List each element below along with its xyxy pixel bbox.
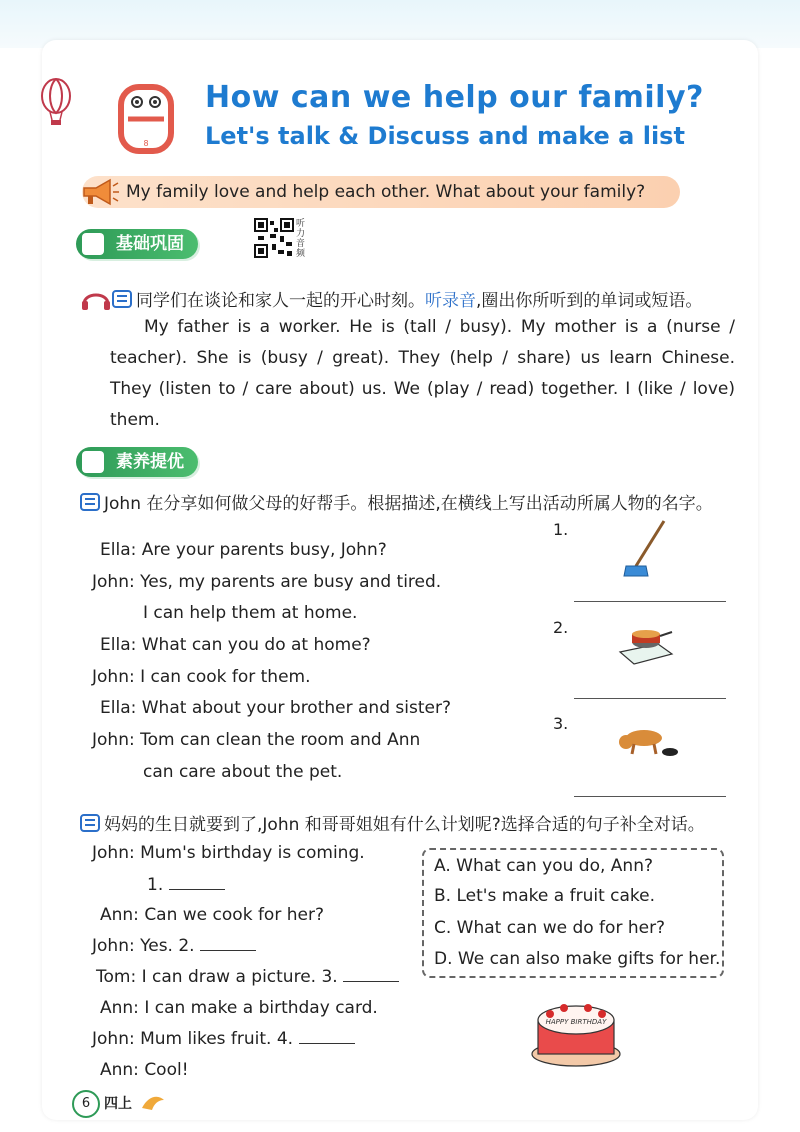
bird-icon xyxy=(140,1090,166,1112)
blank-4[interactable] xyxy=(299,1029,355,1044)
picture-number: 2. xyxy=(553,618,569,637)
cake-text: HAPPY BIRTHDAY xyxy=(545,1018,607,1026)
answer-line[interactable] xyxy=(574,698,726,699)
q2-dialogue-line: Ann: Can we cook for her? xyxy=(100,905,324,925)
q1-instruction xyxy=(80,489,713,514)
blank-3[interactable] xyxy=(343,967,399,982)
instruction-highlight: 听录音 xyxy=(425,291,476,311)
picture-number: 3. xyxy=(553,714,569,733)
q1-dialogue-line: can care about the pet. xyxy=(143,762,343,782)
option-d: D. We can also make gifts for her. xyxy=(434,949,721,969)
q2-dialogue-line: Ann: I can make a birthday card. xyxy=(100,998,378,1018)
section-badge-basic-label: 基础巩固 xyxy=(116,234,184,254)
q2-dialogue-line: John: Mum's birthday is coming. xyxy=(92,843,365,863)
unit-number-graphic xyxy=(118,84,174,154)
question-icon xyxy=(80,493,100,511)
instruction-text: 同学们在谈论和家人一起的开心时刻。 xyxy=(136,291,425,311)
question-icon xyxy=(112,290,132,308)
trophy-icon xyxy=(82,451,104,473)
section-badge-basic xyxy=(76,229,198,259)
grade-label: 四上 xyxy=(104,1096,132,1112)
instruction-text-end: ,圈出你所听到的单词或短语。 xyxy=(476,291,703,311)
cooking-pot-icon xyxy=(614,622,676,668)
birthday-cake-icon xyxy=(528,990,624,1068)
answer-line[interactable] xyxy=(574,601,726,602)
headphones-icon xyxy=(80,288,112,312)
qr-label: 听力音频 xyxy=(296,219,306,259)
section-badge-advanced xyxy=(76,447,198,477)
q1-dialogue-line: I can help them at home. xyxy=(143,603,358,623)
option-b: B. Let's make a fruit cake. xyxy=(434,886,656,906)
q2-dialogue-line: 1. xyxy=(147,875,225,895)
dog-icon xyxy=(614,720,680,760)
notebook-icon xyxy=(82,233,104,255)
q2-dialogue-line: John: Mum likes fruit. 4. xyxy=(92,1029,355,1049)
question-icon xyxy=(80,814,100,832)
unit-number: 8 xyxy=(143,139,149,148)
broom-icon xyxy=(620,518,670,582)
qr-code-icon[interactable] xyxy=(254,218,294,258)
option-c: C. What can we do for her? xyxy=(434,918,666,938)
q1-dialogue-line: John: I can cook for them. xyxy=(92,667,311,687)
answer-line[interactable] xyxy=(574,796,726,797)
unit-subtitle: Let's talk & Discuss and make a list xyxy=(205,122,685,150)
listening-passage xyxy=(110,312,735,436)
topic-text: My family love and help each other. What about your family? xyxy=(126,182,646,202)
q2-instruction xyxy=(80,810,705,835)
q1-dialogue-line: Ella: What about your brother and sister? xyxy=(100,698,451,718)
q1-dialogue-line: John: Yes, my parents are busy and tired. xyxy=(92,572,442,592)
q2-dialogue-line: John: Yes. 2. xyxy=(92,936,256,956)
megaphone-icon xyxy=(80,178,120,206)
unit-title: How can we help our family? xyxy=(205,80,704,115)
hot-air-balloon-icon xyxy=(38,78,74,126)
picture-number: 1. xyxy=(553,520,569,539)
q2-instruction-text: 妈妈的生日就要到了,John 和哥哥姐姐有什么计划呢?选择合适的句子补全对话。 xyxy=(104,815,705,835)
q2-dialogue-line: Ann: Cool! xyxy=(100,1060,189,1080)
q1-dialogue-line: Ella: What can you do at home? xyxy=(100,635,371,655)
q1-dialogue-line: Ella: Are your parents busy, John? xyxy=(100,540,387,560)
section-badge-advanced-label: 素养提优 xyxy=(116,452,184,472)
section1-instruction xyxy=(80,286,702,312)
q1-dialogue-line: John: Tom can clean the room and Ann xyxy=(92,730,421,750)
option-a: A. What can you do, Ann? xyxy=(434,856,653,876)
page-number: 6 xyxy=(72,1090,100,1118)
passage-text: My father is a worker. He is (tall / busy). My mother is a (nurse / teacher). She is (busy / great). They (help / share) us learn Chinese. They (listen to / care about) us. We (play / read) together. I (like / love) them. xyxy=(110,317,735,430)
blank-1[interactable] xyxy=(169,875,225,890)
blank-2[interactable] xyxy=(200,936,256,951)
q1-instruction-text: John 在分享如何做父母的好帮手。根据描述,在横线上写出活动所属人物的名字。 xyxy=(104,494,713,514)
q2-dialogue-line: Tom: I can draw a picture. 3. xyxy=(96,967,399,987)
